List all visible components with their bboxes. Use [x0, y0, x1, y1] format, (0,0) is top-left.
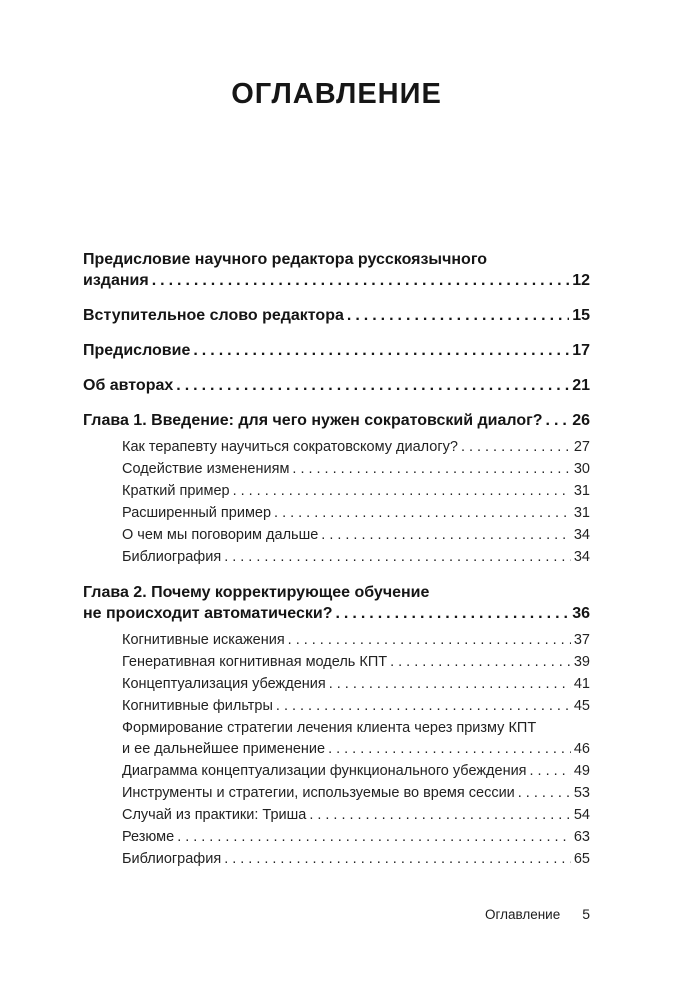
- toc-entry-label: Когнитивные искажения: [122, 632, 285, 648]
- toc-entry-label: Как терапевту научиться сократовскому диалогу?: [122, 439, 458, 455]
- toc-entry-page: 27: [573, 439, 590, 455]
- toc-entry-page: 34: [573, 549, 590, 565]
- toc-dot-leader: [173, 375, 569, 396]
- toc-entry-page: 53: [573, 785, 590, 801]
- toc-entry: [83, 503, 590, 524]
- toc-entry-page: 49: [573, 763, 590, 779]
- toc-entry: [83, 718, 590, 760]
- toc-dot-leader: [174, 827, 571, 848]
- toc-entry-label: Расширенный пример: [122, 505, 272, 521]
- toc-dot-leader: [326, 674, 571, 695]
- toc-entry: [83, 630, 590, 651]
- toc-dot-leader: [318, 525, 571, 546]
- toc-entry-label: издания: [83, 272, 149, 289]
- toc-entry-label: О чем мы поговорим дальше: [122, 527, 319, 543]
- footer-section-label: Оглавление: [484, 907, 561, 922]
- toc-entry-page: 54: [573, 807, 590, 823]
- toc-entry-wrapped-lines: Глава 2. Почему корректирующее обучение: [83, 584, 430, 601]
- footer-page-number: 5: [582, 906, 590, 922]
- toc-entry-label: Предисловие: [83, 342, 191, 359]
- toc-entry-label: и ее дальнейшее применение: [122, 741, 326, 757]
- toc-entry-label: Об авторах: [83, 377, 174, 394]
- toc-entry-page: 17: [572, 342, 590, 359]
- toc-dot-leader: [332, 603, 569, 624]
- toc-dot-leader: [230, 481, 571, 502]
- toc-dot-leader: [543, 410, 570, 431]
- toc-dot-leader: [527, 761, 571, 782]
- toc-dot-leader: [149, 270, 570, 291]
- toc-entry-page: 31: [573, 483, 590, 499]
- toc-entry-wrapped-lines: Формирование стратегии лечения клиента через призму КПТ: [122, 720, 537, 736]
- toc-entry: [83, 525, 590, 546]
- toc-dot-leader: [515, 783, 571, 804]
- toc-dot-leader: [221, 849, 571, 870]
- toc-entry-page: 37: [573, 632, 590, 648]
- toc-entry-page: 26: [572, 412, 590, 429]
- toc-dot-leader: [190, 340, 569, 361]
- toc-dot-leader: [458, 437, 571, 458]
- toc-entry-page: 21: [572, 377, 590, 394]
- toc-entry: [83, 481, 590, 502]
- toc-entry-label: Библиография: [122, 851, 222, 867]
- toc-dot-leader: [289, 459, 570, 480]
- toc-entry: [83, 696, 590, 717]
- toc-entry-label: Генеративная когнитивная модель КПТ: [122, 654, 388, 670]
- toc-dot-leader: [325, 739, 571, 760]
- toc-entry-label: Концептуализация убеждения: [122, 676, 326, 692]
- toc-entry: [83, 805, 590, 826]
- toc-entry: [83, 547, 590, 568]
- toc-entry-label: Резюме: [122, 829, 175, 845]
- toc-dot-leader: [285, 630, 571, 651]
- toc-entry-page: 63: [573, 829, 590, 845]
- toc-entry: [83, 305, 590, 326]
- toc-entry: [83, 783, 590, 804]
- toc-entry-page: 36: [572, 605, 590, 622]
- toc-dot-leader: [221, 547, 571, 568]
- toc-entry-label: Случай из практики: Триша: [122, 807, 307, 823]
- toc-entry-label: Вступительное слово редактора: [83, 307, 344, 324]
- toc-entry-page: 46: [573, 741, 590, 757]
- toc-entry-label: Библиография: [122, 549, 222, 565]
- page-footer: [485, 906, 590, 922]
- toc-entry: [83, 459, 590, 480]
- toc-entry-label: не происходит автоматически?: [83, 605, 333, 622]
- toc-entry: [83, 375, 590, 396]
- toc-entry: [83, 674, 590, 695]
- toc-entry-label: Содействие изменениям: [122, 461, 290, 477]
- toc-entry: [83, 827, 590, 848]
- toc-dot-leader: [306, 805, 571, 826]
- toc-entry-page: 15: [572, 307, 590, 324]
- toc-entry-page: 45: [573, 698, 590, 714]
- toc-entry-page: 31: [573, 505, 590, 521]
- toc-entry-label: Краткий пример: [122, 483, 230, 499]
- toc-entry: [83, 761, 590, 782]
- toc-entry-wrapped-lines: Предисловие научного редактора русскоязычного: [83, 251, 488, 268]
- toc-dot-leader: [273, 696, 571, 717]
- toc-entry-label: Когнитивные фильтры: [122, 698, 273, 714]
- toc-entry: [83, 849, 590, 870]
- toc-dot-leader: [271, 503, 571, 524]
- toc-dot-leader: [387, 652, 571, 673]
- toc-entry-label: Инструменты и стратегии, используемые во время сессии: [122, 785, 515, 801]
- toc-entry-page: 12: [572, 272, 590, 289]
- toc-entry-page: 39: [573, 654, 590, 670]
- page-title: ОГЛАВЛЕНИЕ: [231, 78, 442, 110]
- toc-entry: [83, 410, 590, 431]
- toc-entry: [83, 340, 590, 361]
- toc-entry-label: Диаграмма концептуализации функционального убеждения: [122, 763, 527, 779]
- toc-entry: [83, 652, 590, 673]
- toc-entry-page: 30: [573, 461, 590, 477]
- toc-entry-page: 34: [573, 527, 590, 543]
- toc-entry-label: Глава 1. Введение: для чего нужен сократовский диалог?: [83, 412, 543, 429]
- toc-entry: [83, 249, 590, 291]
- toc-entry-page: 41: [573, 676, 590, 692]
- toc-list: [83, 249, 590, 870]
- toc-dot-leader: [344, 305, 569, 326]
- toc-entry: [83, 582, 590, 624]
- toc-entry-page: 65: [573, 851, 590, 867]
- toc-entry: [83, 437, 590, 458]
